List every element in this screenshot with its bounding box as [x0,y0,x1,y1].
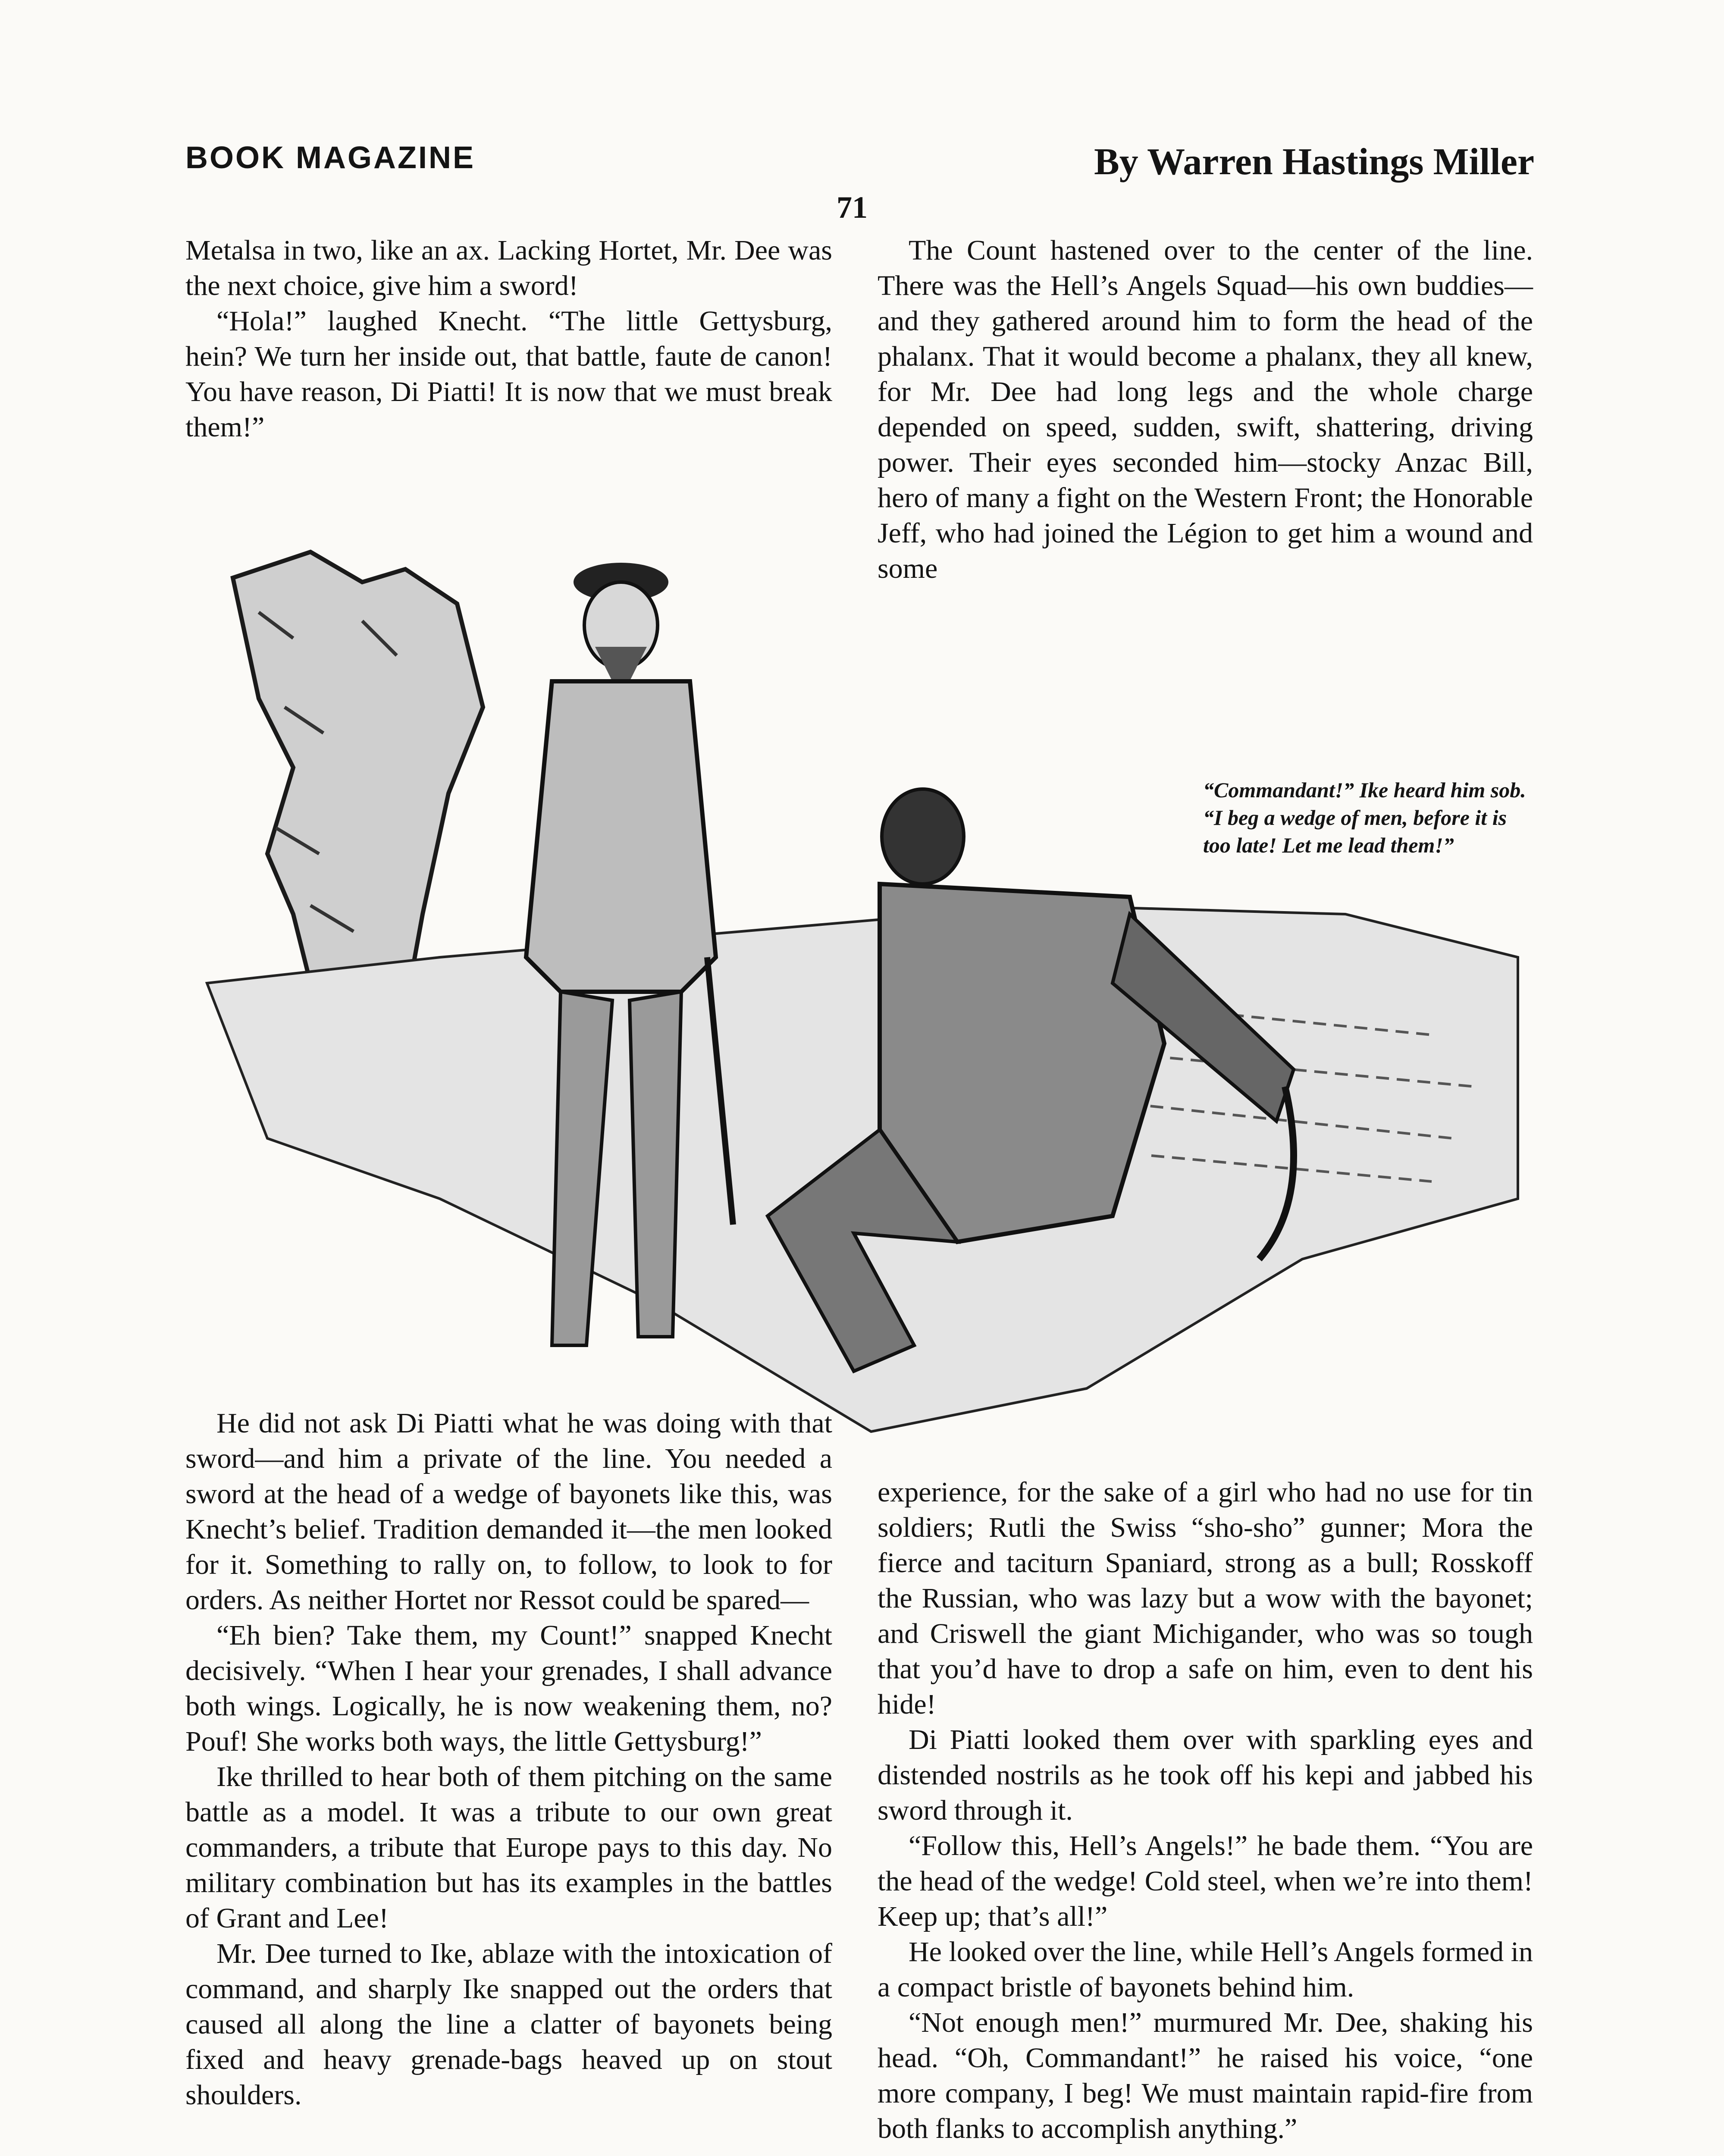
column-left-bottom [185,1406,832,2113]
illustration-caption: “Commandant!” Ike heard him sob. “I beg a wedge of men, before it is too late! Let me lead them!” [1203,778,1526,857]
paragraph: “Eh bien? Take them, my Count!” snapped Knecht decisively. “When I hear your grenades, I shall advance both wings. Logically, he is now weakening them, no? Pouf! She works both ways, the little Gettysburg!” [185,1620,832,1757]
column-right-bottom [878,1475,1533,2147]
paragraph: “Hola!” laughed Knecht. “The little Gettysburg, hein? We turn her inside out, that battle, faute de canon! You have reason, Di Piatti! It is now that we must break them!” [185,305,832,443]
paragraph: “Not enough men!” murmured Mr. Dee, shaking his head. “Oh, Commandant!” he raised his voice, “one more company, I beg! We must maintain rapid-fire from both flanks to accomplish anything.” [878,2007,1533,2144]
paragraph: He did not ask Di Piatti what he was doing with that sword—and him a private of the line. You needed a sword at the head of a wedge of bayonets like this, was Knecht’s belief. Tradition demanded it—the men looked for it. Something to rally on, to follow, to look to for orders. As neither Hortet nor Ressot could be spared— [185,1407,832,1616]
paragraph: The Count hastened over to the center of the line. There was the Hell’s Angels Squad—his own buddies—and they gathered around him to form the head of the phalanx. That it would become a phalanx, they all knew, for Mr. Dee had long legs and the whole charge depended on speed, sudden, swift, shattering, driving power. Their eyes seconded him—stocky Anzac Bill, hero of many a fight on the Western Front; the Honorable Jeff, who had joined the Légion to get him a wound and some [878,235,1533,584]
page-number: 71 [837,190,868,225]
author-byline: By Warren Hastings Miller [1094,141,1534,183]
paragraph: experience, for the sake of a girl who had no use for tin soldiers; Rutli the Swiss “sho-sho” gunner; Mora the fierce and taciturn Spaniard, strong as a bull; Rosskoff the Russian, who was lazy but a wow with the bayonet; and Criswell the giant Michigander, who was so tough that you’d have to drop a safe on him, even to dent his hide! [878,1476,1533,1720]
illustration [181,526,1535,1457]
paragraph: Mr. Dee turned to Ike, ablaze with the intoxication of command, and sharply Ike snapped out the orders that caused all along the line a clatter of bayonets being fixed and heavy grenade-bags heaved up on stout shoulders. [185,1938,832,2111]
paragraph: Ike thrilled to hear both of them pitching on the same battle as a model. It was a tribute to our own great commanders, a tribute that Europe pays to this day. No military combination but has its examples in the battles of Grant and Lee! [185,1761,832,1934]
paragraph: “Follow this, Hell’s Angels!” he bade them. “You are the head of the wedge! Cold steel, when we’re into them! Keep up; that’s all!” [878,1830,1533,1932]
magazine-title: BOOK MAGAZINE [185,141,475,175]
paragraph: He looked over the line, while Hell’s Angels formed in a compact bristle of bayonets behind him. [878,1936,1533,2003]
paragraph: Metalsa in two, like an ax. Lacking Hortet, Mr. Dee was the next choice, give him a sword! [185,235,832,301]
column-left-top [185,233,832,445]
paragraph: Di Piatti looked them over with sparkling eyes and distended nostrils as he took off his kepi and jabbed his sword through it. [878,1724,1533,1826]
